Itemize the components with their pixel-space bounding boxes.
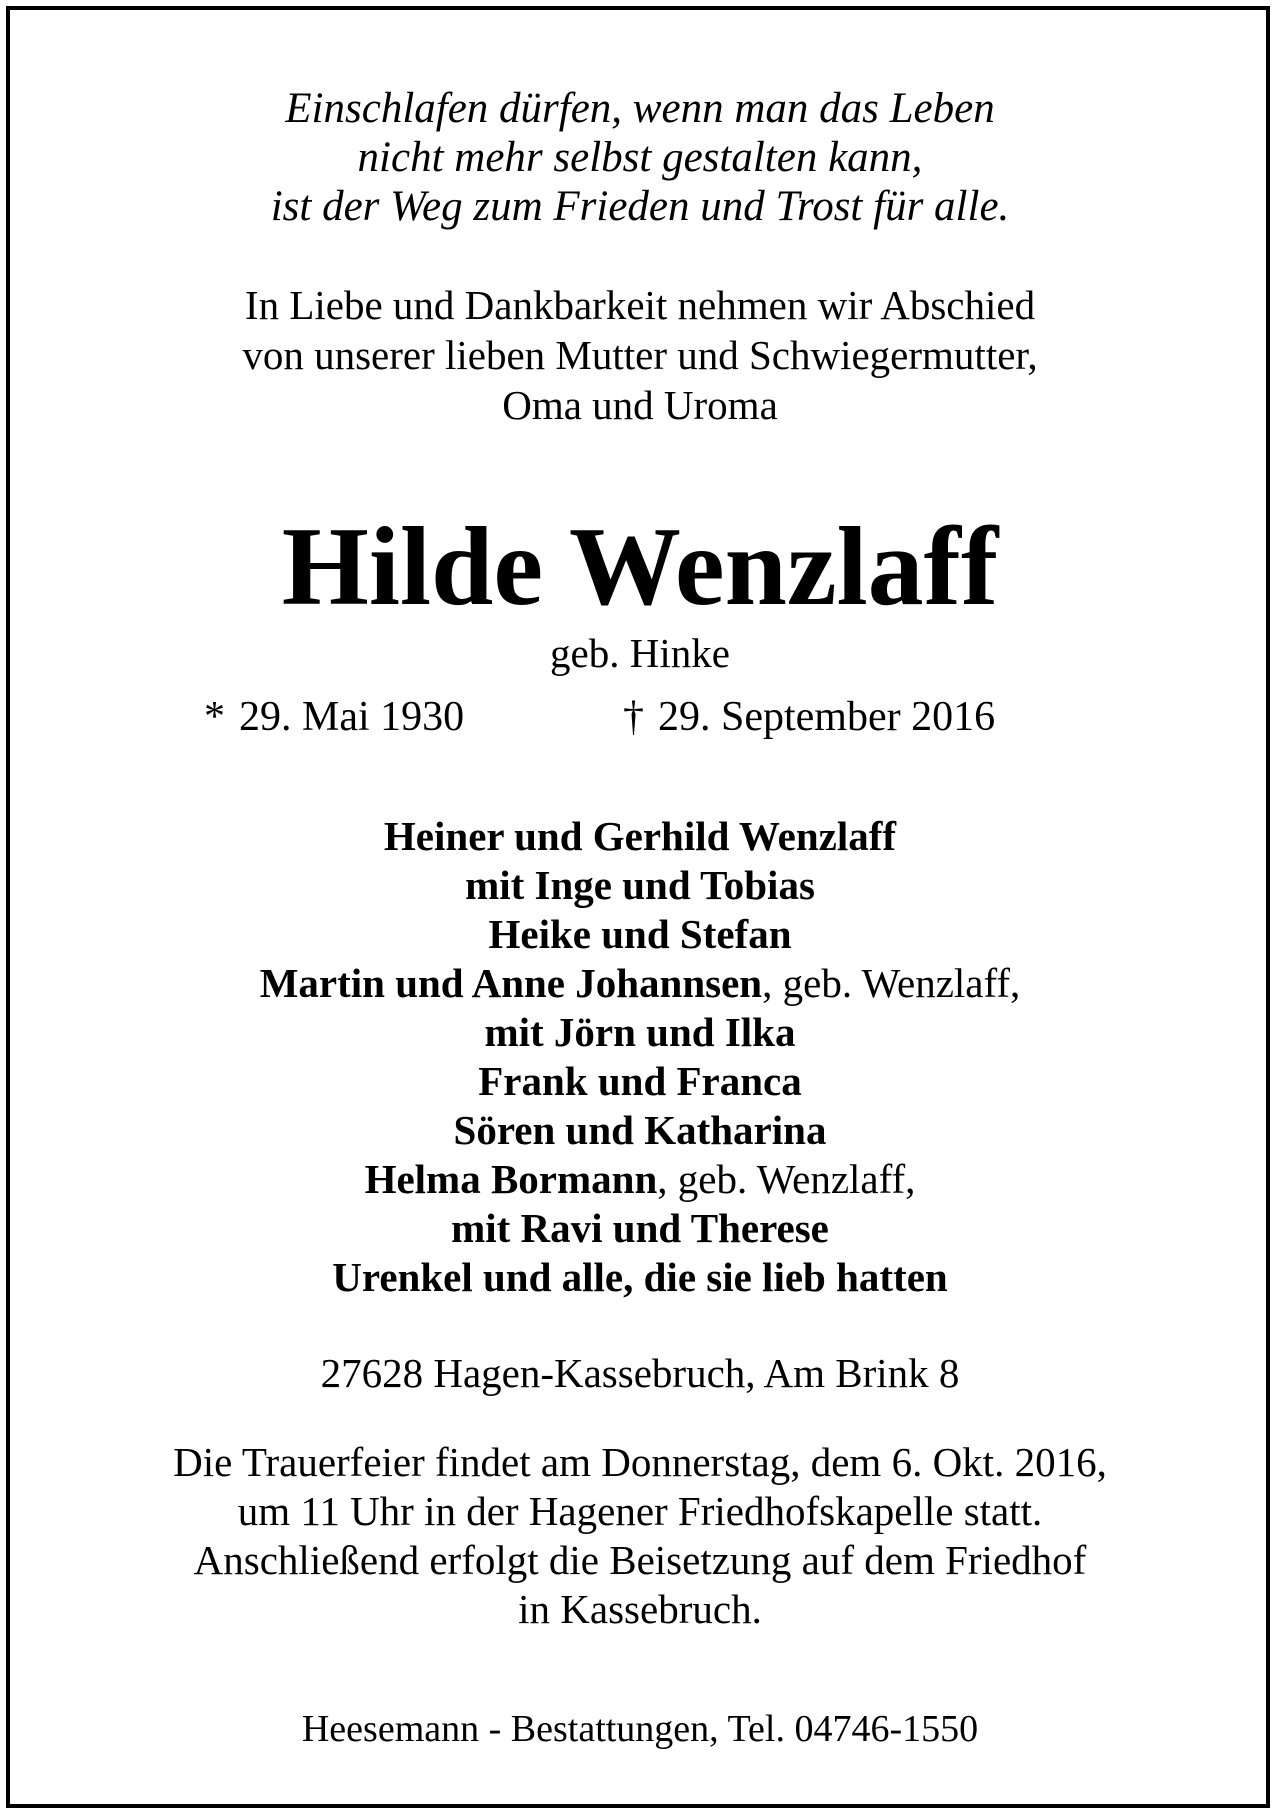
mourner-line — [0, 1057, 1280, 1106]
death-date — [623, 689, 995, 745]
mourner-note: , geb. Wenzlaff, — [762, 960, 1021, 1006]
birth-date-text: 29. Mai 1930 — [239, 694, 465, 740]
motto-line: Einschlafen dürfen, wenn man das Leben — [285, 85, 995, 132]
mourner-names: Martin und Anne Johannsen — [259, 960, 763, 1006]
ceremony-line: um 11 Uhr in der Hagener Friedhofskapelle statt. — [237, 1488, 1043, 1534]
mourner-names: Helma Bormann — [364, 1156, 658, 1202]
birth-asterisk-icon: * — [204, 694, 225, 740]
birth-date — [204, 689, 464, 745]
maiden-name: geb. Hinke — [550, 630, 730, 676]
intro-line: Oma und Uroma — [502, 382, 778, 428]
mourner-line — [0, 910, 1280, 959]
funeral-details — [0, 1438, 1280, 1634]
mourner-names: Heiner und Gerhild Wenzlaff — [383, 813, 897, 859]
mourner-line — [0, 1106, 1280, 1155]
mourner-names: Frank und Franca — [478, 1058, 802, 1104]
life-dates — [0, 689, 1280, 745]
ceremony-line: in Kassebruch. — [518, 1586, 762, 1632]
mourner-line — [0, 1008, 1280, 1057]
mourner-names: mit Inge und Tobias — [465, 862, 815, 908]
mourner-line — [0, 1155, 1280, 1204]
mourner-names: Heike und Stefan — [488, 911, 792, 957]
family-address: 27628 Hagen-Kassebruch, Am Brink 8 — [320, 1350, 960, 1396]
mourner-names: mit Ravi und Therese — [451, 1205, 829, 1251]
mourner-line — [0, 959, 1280, 1008]
mourner-names: mit Jörn und Ilka — [484, 1009, 796, 1055]
mourner-names: Urenkel und alle, die sie lieb hatten — [332, 1254, 948, 1300]
motto-line: nicht mehr selbst gestalten kann, — [357, 134, 923, 181]
intro-line: von unserer lieben Mutter und Schwiegermutter, — [242, 332, 1038, 378]
death-date-text: 29. September 2016 — [658, 694, 996, 740]
mourner-note: , geb. Wenzlaff, — [657, 1156, 916, 1202]
mourner-line — [0, 1204, 1280, 1253]
mourner-names: Sören und Katharina — [453, 1107, 827, 1153]
ceremony-line: Die Trauerfeier findet am Donnerstag, dem 6. Okt. 2016, — [173, 1439, 1107, 1485]
mourner-line — [0, 861, 1280, 910]
death-cross-icon: † — [623, 694, 644, 740]
mourner-line — [0, 812, 1280, 861]
motto-line: ist der Weg zum Frieden und Trost für alle. — [270, 183, 1010, 230]
farewell-intro — [0, 280, 1280, 430]
funeral-home-contact: Heesemann - Bestattungen, Tel. 04746-1550 — [301, 1708, 979, 1750]
mourner-line — [0, 1253, 1280, 1302]
motto-verse — [0, 84, 1280, 231]
ceremony-line: Anschließend erfolgt die Beisetzung auf dem Friedhof — [193, 1537, 1087, 1583]
intro-line: In Liebe und Dankbarkeit nehmen wir Abschied — [244, 282, 1036, 328]
deceased-name: Hilde Wenzlaff — [281, 505, 999, 629]
mourners-list — [0, 812, 1280, 1302]
